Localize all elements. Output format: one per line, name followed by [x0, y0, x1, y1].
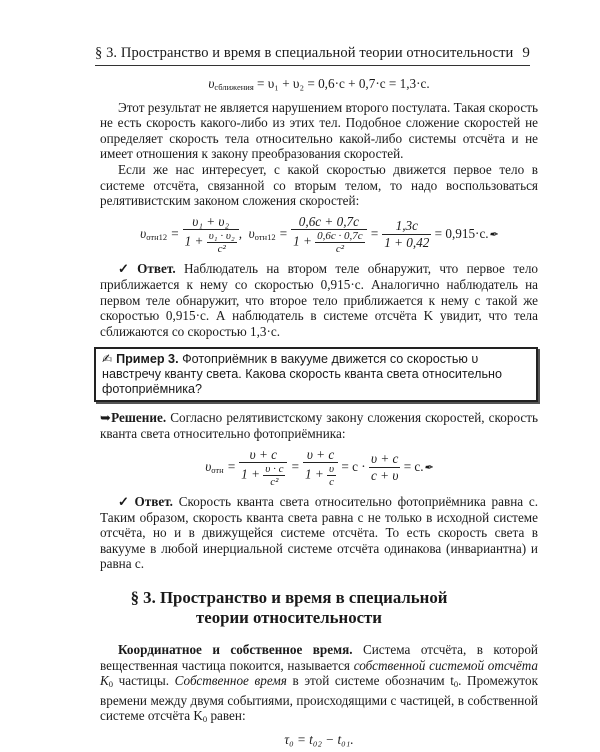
page-body — [100, 72, 538, 752]
answer-one: ✓ Ответ. Наблюдатель на втором теле обнаружит, что первое тело приближается к нему со скоростью 0,915·c. Аналогично наблюдатель на первом теле обнаружит, что второе тело приближается к нему с такой же скоростью 0,915·c. А наблюдатель в системе отсчёта K увидит, что тела сближаются со скоростью 1,3·c. — [100, 261, 538, 339]
check-icon: ✓ — [118, 494, 132, 510]
page-number: 9 — [522, 45, 530, 61]
paragraph-relativistic-intro: Если же нас интересует, с какой скоростью движется первое тело в системе отсчёта, связанной со вторым телом, то надо воспользоваться релятивистским законом сложения скоростей: — [100, 161, 538, 209]
check-icon: ✓ — [118, 261, 135, 277]
equation-approach-speed: $\upsilon_{сближения} = \upsilon_1 + \upsilon_2 = 0,6\cdot c + 0,7\cdot c = 1,3\cdot c$. — [208, 76, 430, 92]
running-header — [95, 40, 530, 66]
pencil-icon: ✍ — [102, 352, 113, 367]
running-title: § 3. Пространство и время в специальной теории относительности — [95, 45, 514, 61]
example-box: ✍ Пример 3. Фотоприёмник в вакууме движется со скоростью υ навстречу кванту света. Какова скорость кванта света относительно фотоприёмника? — [94, 347, 538, 402]
section-heading: § 3. Пространство и время в специальной теории относительности — [130, 588, 448, 628]
paragraph-postulate: Этот результат не является нарушением второго постулата. Такая скорость не есть скорость какого-либо из этих тел. Подобное сложение скоростей не определяет скорость тела относительно какой-либо системы отсчёта и не имеет отношения к закону преобразования скоростей. — [100, 99, 538, 162]
arrow-icon: ➥ — [100, 410, 112, 426]
end-mark-icon: ✒ — [423, 461, 433, 474]
paragraph-proper-time: Координатное и собственное время. Система отсчёта, в которой вещественная частица покоится, называется собственной системой отсчёта $K_0$ частицы. Собственное время в этой системе обозначим $t_0$. Промежуток времени между двумя событиями, происходящими с частицей, в собственной системе отсчёта $K_0$ равен: — [100, 642, 539, 725]
fraction-numeric: 0,6c + 0,7c 1 + $\frac{0,6c \cdot 0,7c}{\text{c²}}$ — [291, 214, 367, 256]
equation-photon: $\upsilon_{отн}$ = υ + c 1 + $\frac{\upsilon \cdot c}{\text{c²}}$ = υ + c 1 + $\frac{\upsilon}{c}$ = c · $\frac{\upsilon + c}{c + \upsilon}$ = c.✒ — [205, 446, 433, 489]
answer-two: ✓ Ответ. Скорость кванта света относительно фотоприёмника равна c. Таким образом, скорость кванта света равна c не только в исходной системе отсчёта, но и в движущейся системе отсчёта. То есть скорость света в вакууме в любой инерциальной системе отсчёта одинакова (инвариантна) и равна c. — [100, 494, 538, 572]
fraction-simplified: $\frac{1,3c}{1 + 0,42}$ — [384, 218, 430, 251]
equation-relativistic-sum: $\upsilon_{отн12}$ = υ₁ + υ₂ 1 + $\frac{\text{υ₁ · υ₂}}{\text{c²}}$ , $\upsilon_{отн12}$ = 0,6c + 0,7c 1 + $\frac{0,6c \cdot 0,7c}{\text{c²}}$ = $\frac{1,3c}{1 + 0,42}$ = 0,915·c.✒ — [140, 213, 498, 256]
solution-paragraph: ➥Решение. Согласно релятивистскому закону сложения скоростей, скорость кванта света относительно фотоприёмника: — [100, 410, 538, 441]
end-mark-icon: ✒ — [488, 228, 498, 241]
equation-proper-time: τ₀ = t₀₂ − t₀₁. — [284, 732, 354, 748]
fraction-general: υ₁ + υ₂ 1 + $\frac{\text{υ₁ · υ₂}}{\text{c²}}$ — [183, 214, 239, 256]
